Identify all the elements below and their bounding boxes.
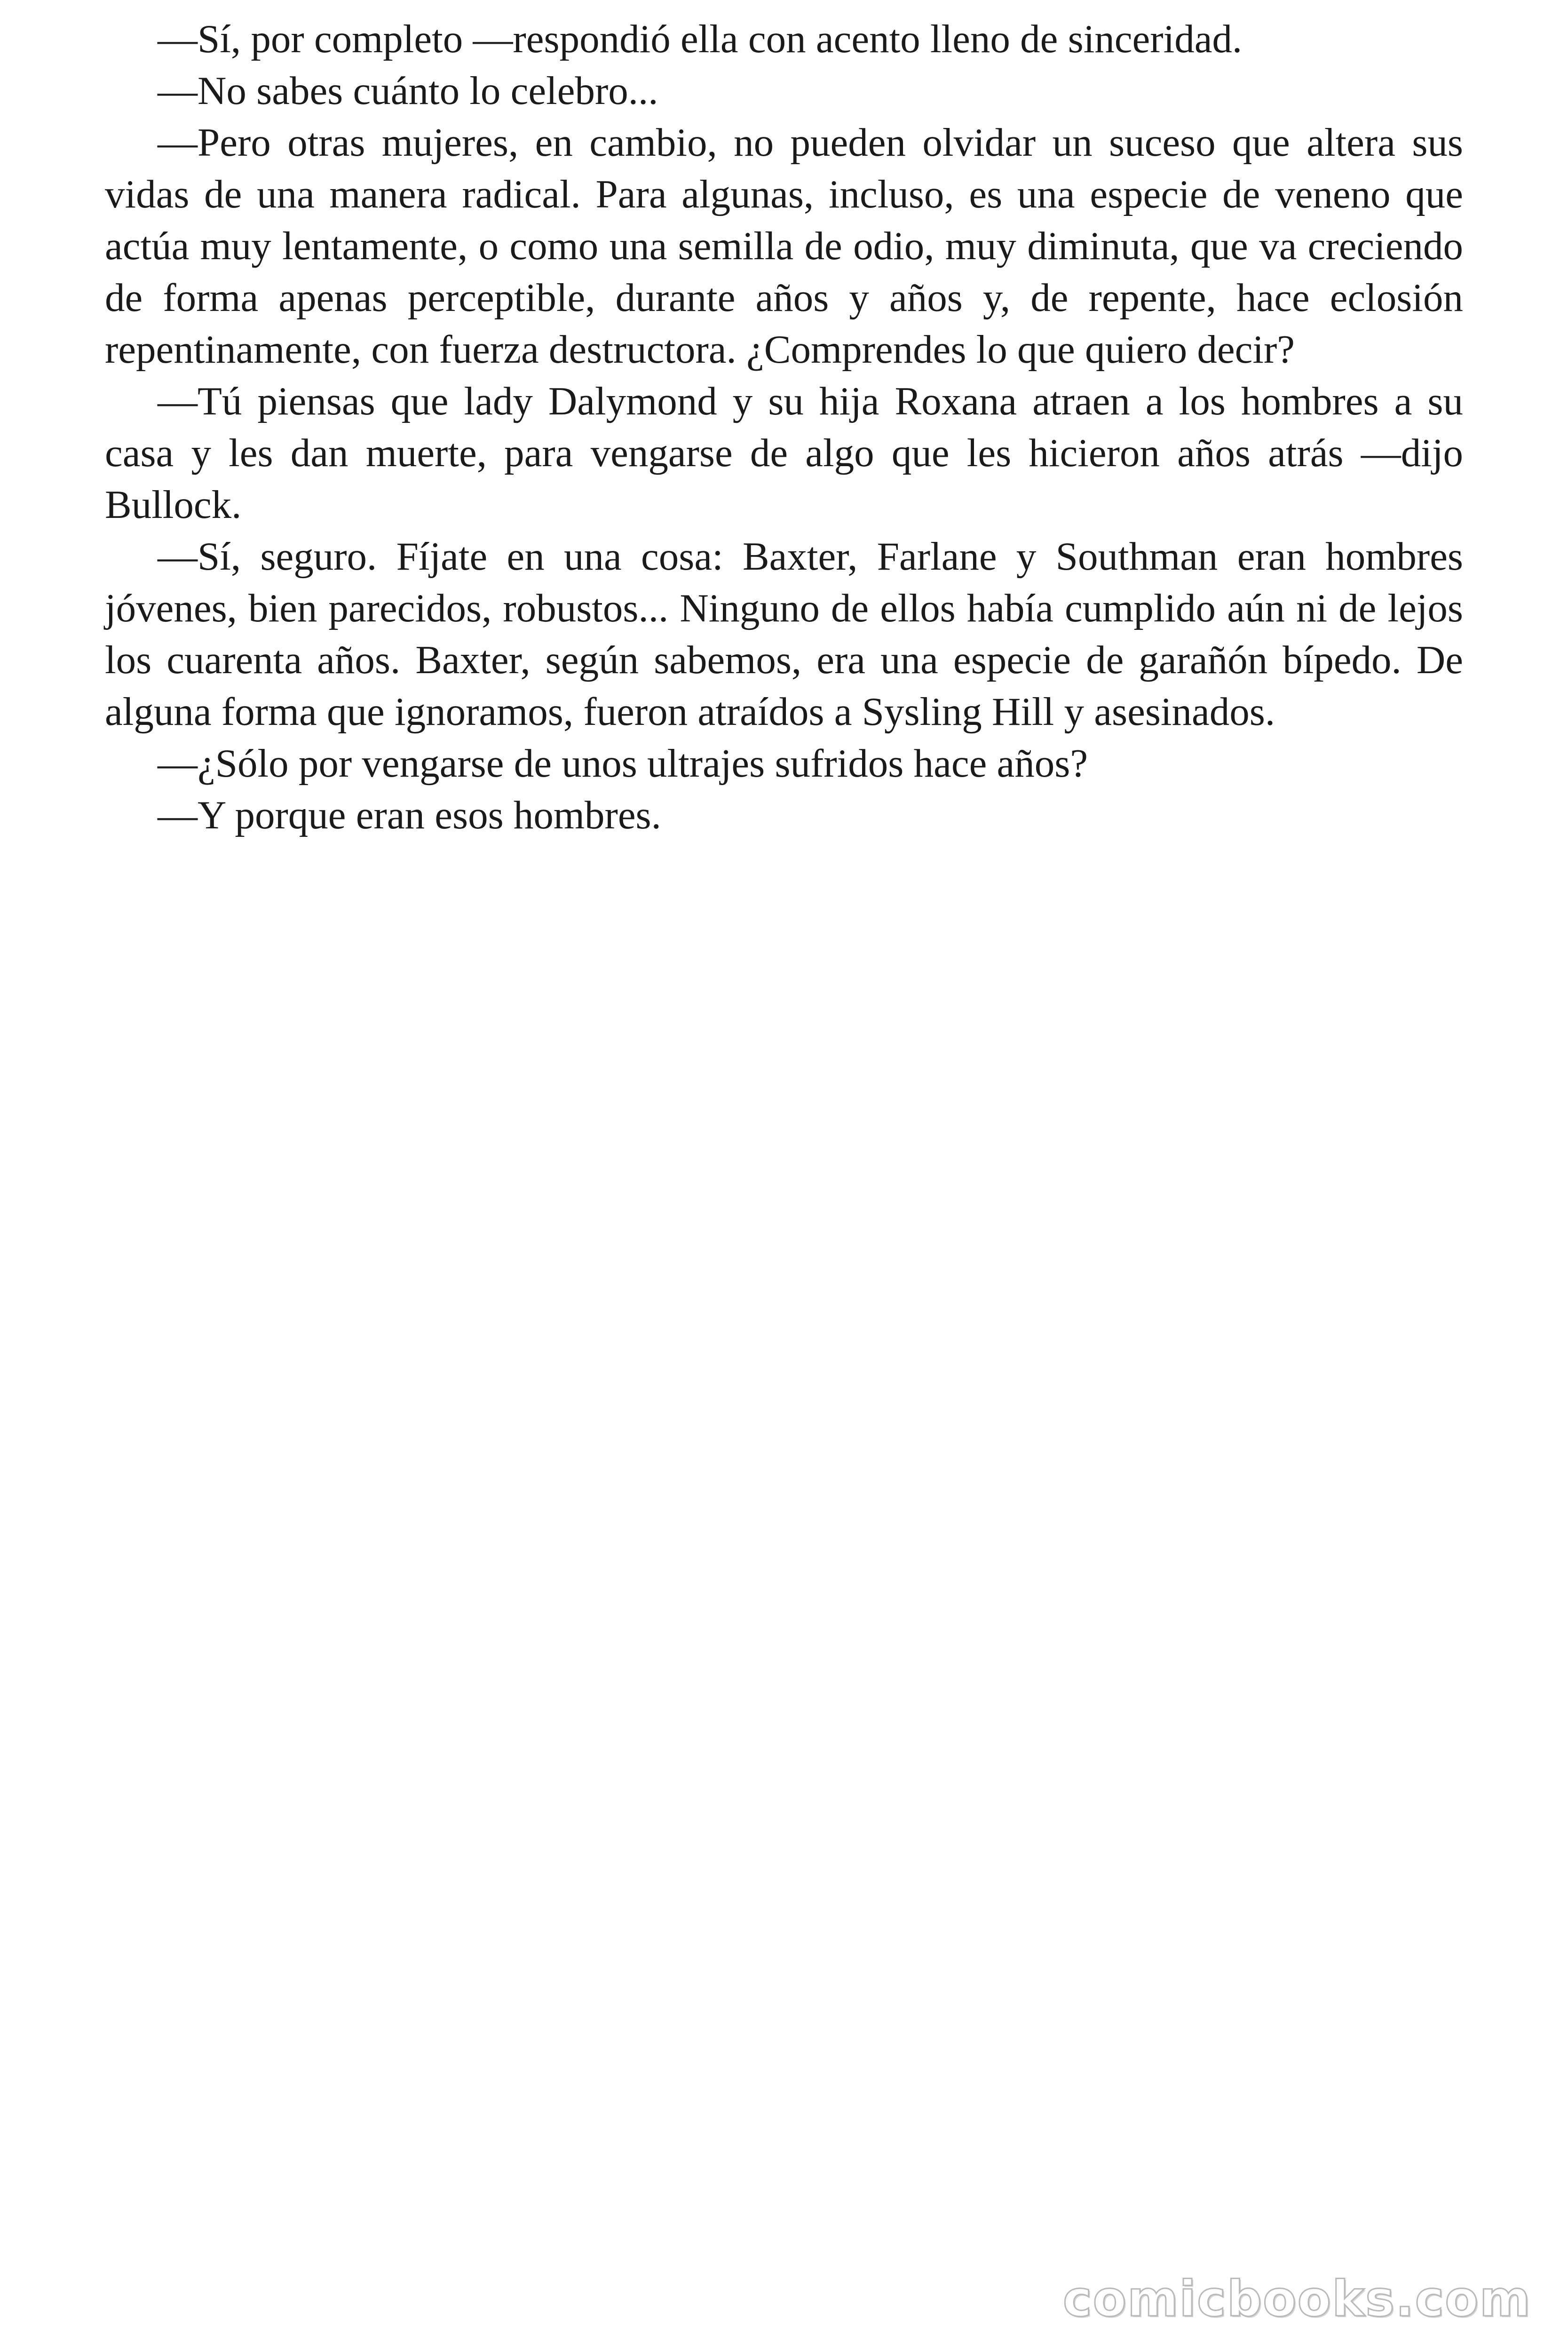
text-body — [105, 13, 1463, 841]
paragraph: —Tú piensas que lady Dalymond y su hija Roxana atraen a los hombres a su casa y les dan muerte, para vengarse de algo que les hicieron años atrás —dijo Bullock. — [105, 379, 1463, 527]
paragraph: —¿Sólo por vengarse de unos ultrajes sufridos hace años? — [158, 741, 1088, 786]
paragraph: —Sí, seguro. Fíjate en una cosa: Baxter, Farlane y Southman eran hombres jóvenes, bien parecidos, robustos... Ninguno de ellos había cumplido aún ni de lejos los cuarenta años. Baxter, según sabemos, era una especie de garañón bípedo. De alguna forma que ignoramos, fueron atraídos a Sysling Hill y asesinados. — [105, 534, 1463, 734]
paragraph: —Pero otras mujeres, en cambio, no pueden olvidar un suceso que altera sus vidas de una manera radical. Para algunas, incluso, es una especie de veneno que actúa muy lentamente, o como una semilla de odio, muy diminuta, que va creciendo de forma apenas perceptible, durante años y años y, de repente, hace eclosión repentinamente, con fuerza destructora. ¿Comprendes lo que quiero decir? — [105, 120, 1463, 372]
paragraph: —No sabes cuánto lo celebro... — [158, 69, 658, 113]
watermark: comicbooks.com — [1062, 2270, 1531, 2328]
paragraph: —Y porque eran esos hombres. — [158, 793, 661, 837]
paragraph: —Sí, por completo —respondió ella con acento lleno de sinceridad. — [158, 17, 1243, 61]
